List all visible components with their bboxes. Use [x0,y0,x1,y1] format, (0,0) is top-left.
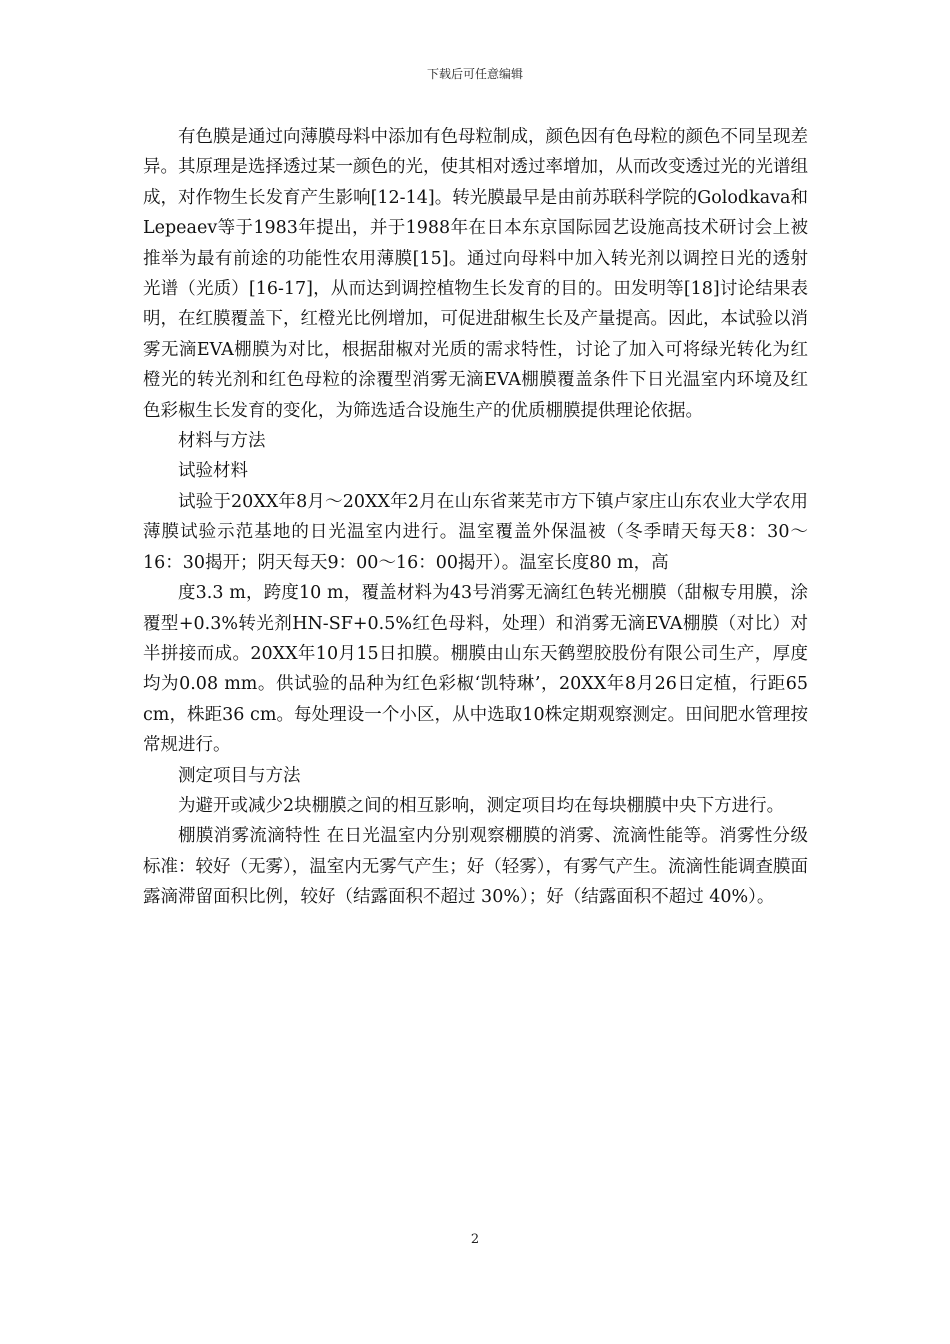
paragraph-test-site: 试验于20XX年8月～20XX年2月在山东省莱芜市方下镇卢家庄山东农业大学农用薄膜试验示范基地的日光温室内进行。温室覆盖外保温被（冬季晴天每天8：30～16：30揭开；阴天每天9：00～16：00揭开）。温室长度80 m，高 [143,491,808,573]
page-number: 2 [470,1232,480,1247]
paragraph-antifog-drip: 棚膜消雾流滴特性 在日光温室内分别观察棚膜的消雾、流滴性能等。消雾性分级标准：较好（无雾），温室内无雾气产生；好（轻雾），有雾气产生。流滴性能调查膜面露滴滞留面积比例，较好（结露面积不超过 30%）；好（结露面积不超过 40%）。 [143,826,808,908]
heading-items-methods: 测定项目与方法 [178,765,301,786]
paragraph-intro: 有色膜是通过向薄膜母料中添加有色母粒制成，颜色因有色母粒的颜色不同呈现差异。其原理是选择透过某一颜色的光，使其相对透过率增加，从而改变透过光的光谱组成，对作物生长发育产生影响[12-14]。转光膜最早是由前苏联科学院的Golodkava和Lepeaev等于1983年提出，并于1988年在日本东京国际园艺设施高技术研讨会上被推举为最有前途的功能性农用薄膜[15]。通过向母料中加入转光剂以调控日光的透射光谱（光质）[16-17]，从而达到调控植物生长发育的目的。田发明等[18]讨论结果表明，在红膜覆盖下，红橙光比例增加，可促进甜椒生长及产量提高。因此，本试验以消雾无滴EVA棚膜为对比，根据甜椒对光质的需求特性，讨论了加入可将绿光转化为红橙光的转光剂和红色母粒的涂覆型消雾无滴EVA棚膜覆盖条件下日光温室内环境及红色彩椒生长发育的变化，为筛选适合设施生产的优质棚膜提供理论依据。 [143,127,808,421]
paragraph-greenhouse-film: 度3.3 m，跨度10 m，覆盖材料为43号消雾无滴红色转光棚膜（甜椒专用膜，涂覆型+0.3%转光剂HN-SF+0.5%红色母料，处理）和消雾无滴EVA棚膜（对比）对半拼接而成。20XX年10月15日扣膜。棚膜由山东天鹤塑胶股份有限公司生产，厚度均为0.08 mm。供试验的品种为红色彩椒‘凯特琳’，20XX年8月26日定植，行距65 cm，株距36 cm。每处理设一个小区，从中选取10株定期观察测定。田间肥水管理按常规进行。 [143,583,808,756]
heading-test-materials: 试验材料 [178,461,248,482]
paragraph-measurement-location: 为避开或减少2块棚膜之间的相互影响，测定项目均在每块棚膜中央下方进行。 [178,795,785,816]
page-header: 下载后可任意编辑 [426,67,523,81]
heading-materials-methods: 材料与方法 [178,431,266,452]
document-body [143,122,808,913]
